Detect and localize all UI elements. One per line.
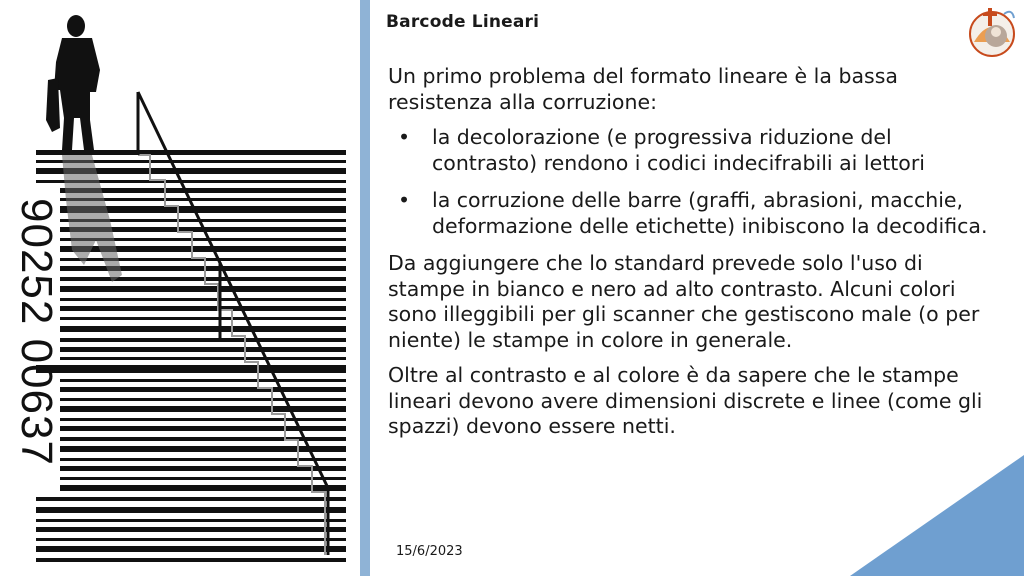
slide-title: Barcode Lineari: [386, 12, 540, 32]
accent-divider-bar: [360, 0, 370, 576]
paragraph-contrast: Oltre al contrasto e al colore è da sapere che le stampe lineari devono avere dimensioni discrete e linee (come gli spazzi) devono essere netti.: [388, 363, 983, 438]
bullet-item: [388, 125, 1003, 176]
paragraph-standard: Da aggiungere che lo standard prevede solo l'uso di stampe in bianco e nero ad alto contrasto. Alcuni colori sono illeggibili per gli scanner che gestiscono male (o per niente) le stampe in colore in generale.: [388, 251, 980, 352]
person-shadow: [62, 155, 122, 282]
bullet-item: [388, 188, 1003, 239]
footer-date: 15/6/2023: [396, 544, 463, 559]
barcode-staircase-illustration: [0, 0, 360, 576]
bullet-text: la corruzione delle barre (graffi, abrasioni, macchie, deformazione delle etichette) inibiscono la decodifica.: [432, 188, 988, 238]
bullet-marker: •: [398, 188, 411, 212]
person-silhouette: [46, 15, 100, 150]
paragraph-intro: Un primo problema del formato lineare è la bassa resistenza alla corruzione:: [388, 64, 898, 114]
barcode-staircase-graphic: [0, 0, 360, 576]
corner-decoration-triangle: [850, 455, 1024, 576]
bullet-text: la decolorazione (e progressiva riduzione del contrasto) rendono i codici indecifrabili ai lettori: [432, 125, 925, 175]
institution-logo-icon: [966, 2, 1018, 62]
barcode-digits: 90252 00637: [12, 198, 61, 466]
bullet-list: [388, 125, 1003, 239]
bullet-marker: •: [398, 125, 411, 149]
slide-body: [388, 64, 1003, 450]
stair-steps: [138, 155, 325, 555]
